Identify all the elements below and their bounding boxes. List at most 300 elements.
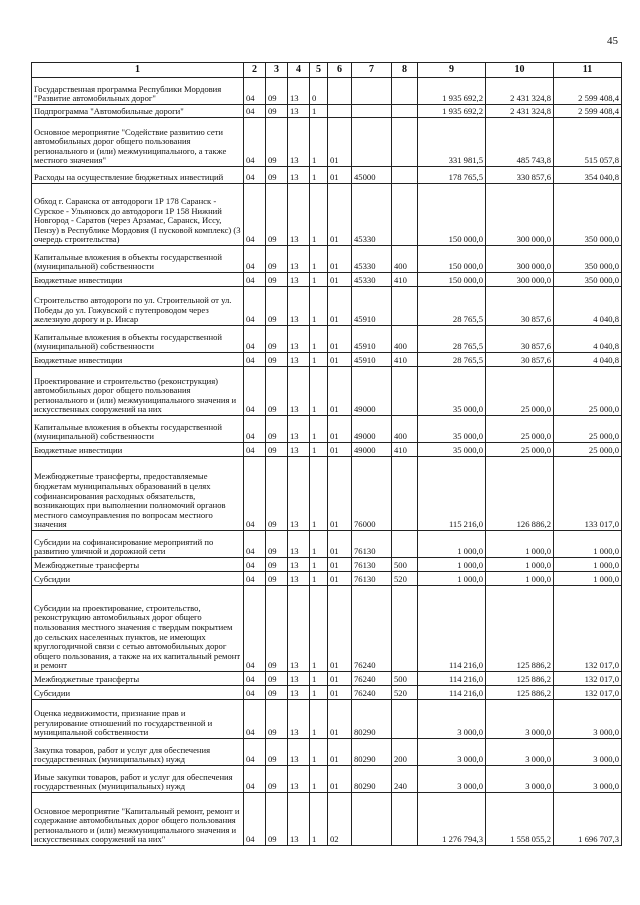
code-activity: 01 (328, 739, 352, 766)
code-subsection: 09 (266, 531, 288, 558)
table-row (32, 572, 622, 586)
amount-col-10: 30 857,6 (486, 326, 554, 353)
amount-col-11: 2 599 408,4 (554, 105, 622, 118)
code-expense-type: 400 (392, 416, 418, 443)
amount-col-10: 1 000,0 (486, 558, 554, 572)
code-subprogram: 1 (310, 700, 328, 739)
table-row (32, 246, 622, 273)
amount-col-9: 3 000,0 (418, 739, 486, 766)
code-program: 13 (288, 367, 310, 416)
code-section: 04 (244, 558, 266, 572)
table-row (32, 793, 622, 846)
table-row (32, 287, 622, 326)
code-activity: 01 (328, 586, 352, 672)
code-direction (352, 118, 392, 167)
code-subsection: 09 (266, 558, 288, 572)
code-section: 04 (244, 586, 266, 672)
amount-col-11: 4 040,8 (554, 287, 622, 326)
code-section: 04 (244, 118, 266, 167)
table-row (32, 739, 622, 766)
code-subsection: 09 (266, 672, 288, 686)
code-expense-type: 410 (392, 353, 418, 367)
column-header-5: 5 (310, 63, 328, 78)
code-subsection: 09 (266, 105, 288, 118)
amount-col-9: 114 216,0 (418, 672, 486, 686)
row-name: Расходы на осуществление бюджетных инвестиций (32, 167, 244, 184)
amount-col-9: 150 000,0 (418, 273, 486, 287)
code-activity: 01 (328, 443, 352, 457)
amount-col-11: 350 000,0 (554, 246, 622, 273)
amount-col-10: 2 431 324,8 (486, 78, 554, 105)
code-section: 04 (244, 367, 266, 416)
code-section: 04 (244, 78, 266, 105)
amount-col-11: 1 000,0 (554, 531, 622, 558)
table-row (32, 118, 622, 167)
code-expense-type (392, 531, 418, 558)
code-subprogram: 1 (310, 246, 328, 273)
code-activity: 01 (328, 558, 352, 572)
amount-col-9: 28 765,5 (418, 353, 486, 367)
amount-col-9: 114 216,0 (418, 686, 486, 700)
amount-col-11: 354 040,8 (554, 167, 622, 184)
amount-col-11: 4 040,8 (554, 353, 622, 367)
code-section: 04 (244, 686, 266, 700)
amount-col-10: 1 000,0 (486, 531, 554, 558)
row-name: Подпрограмма "Автомобильные дороги" (32, 105, 244, 118)
table-row (32, 184, 622, 246)
code-section: 04 (244, 184, 266, 246)
code-subsection: 09 (266, 443, 288, 457)
code-subsection: 09 (266, 686, 288, 700)
code-program: 13 (288, 326, 310, 353)
row-name: Межбюджетные трансферты, предоставляемые бюджетам муниципальных образований в целях софинансирования расходных обязательств, возникающих при выполнении полномочий органов местного самоуправления по вопросам местного значения (32, 457, 244, 531)
amount-col-11: 350 000,0 (554, 184, 622, 246)
code-expense-type (392, 118, 418, 167)
row-name: Межбюджетные трансферты (32, 672, 244, 686)
code-subsection: 09 (266, 416, 288, 443)
code-section: 04 (244, 572, 266, 586)
code-expense-type (392, 367, 418, 416)
amount-col-9: 150 000,0 (418, 184, 486, 246)
code-subprogram: 1 (310, 793, 328, 846)
code-subprogram: 1 (310, 672, 328, 686)
code-program: 13 (288, 739, 310, 766)
code-subprogram: 1 (310, 531, 328, 558)
code-expense-type: 410 (392, 443, 418, 457)
table-header-row (32, 63, 622, 78)
code-program: 13 (288, 558, 310, 572)
code-expense-type: 500 (392, 672, 418, 686)
code-expense-type: 240 (392, 766, 418, 793)
row-name: Субсидии на проектирование, строительство, реконструкцию автомобильных дорог общего пользования местного значения с твердым покрытием до сельских населенных пунктов, не имеющих круглогодичной связи с сетью автомобильных дорог общего пользования, а также на их капитальный ремонт и ремонт (32, 586, 244, 672)
code-direction: 76130 (352, 558, 392, 572)
code-direction: 49000 (352, 443, 392, 457)
code-subsection: 09 (266, 246, 288, 273)
code-section: 04 (244, 105, 266, 118)
row-name: Межбюджетные трансферты (32, 558, 244, 572)
amount-col-11: 4 040,8 (554, 326, 622, 353)
code-activity: 01 (328, 353, 352, 367)
code-section: 04 (244, 531, 266, 558)
code-program: 13 (288, 572, 310, 586)
amount-col-10: 125 886,2 (486, 672, 554, 686)
table-row (32, 686, 622, 700)
amount-col-11: 133 017,0 (554, 457, 622, 531)
code-program: 13 (288, 118, 310, 167)
code-program: 13 (288, 457, 310, 531)
code-direction: 76240 (352, 672, 392, 686)
table-row (32, 766, 622, 793)
code-subprogram: 1 (310, 586, 328, 672)
amount-col-11: 515 057,8 (554, 118, 622, 167)
code-subprogram: 1 (310, 416, 328, 443)
code-section: 04 (244, 700, 266, 739)
row-name: Основное мероприятие "Содействие развитию сети автомобильных дорог общего пользования регионального и (или) межмуниципального, а также местного значения" (32, 118, 244, 167)
code-subsection: 09 (266, 766, 288, 793)
row-name: Проектирование и строительство (реконструкция) автомобильных дорог общего пользования регионального и (или) межмуниципального значения и искусственных сооружений на них (32, 367, 244, 416)
code-program: 13 (288, 184, 310, 246)
amount-col-10: 300 000,0 (486, 246, 554, 273)
amount-col-9: 114 216,0 (418, 586, 486, 672)
amount-col-9: 35 000,0 (418, 367, 486, 416)
code-subprogram: 1 (310, 326, 328, 353)
code-activity: 01 (328, 766, 352, 793)
code-program: 13 (288, 246, 310, 273)
code-direction: 45330 (352, 273, 392, 287)
code-activity: 01 (328, 326, 352, 353)
row-name: Капитальные вложения в объекты государственной (муниципальной) собственности (32, 416, 244, 443)
table-row (32, 167, 622, 184)
amount-col-9: 178 765,5 (418, 167, 486, 184)
column-header-8: 8 (392, 63, 418, 78)
row-name: Строительство автодороги по ул. Строительной от ул. Победы до ул. Гожувской с путепроводом через железную дорогу и р. Инсар (32, 287, 244, 326)
code-direction: 80290 (352, 700, 392, 739)
code-section: 04 (244, 287, 266, 326)
code-subprogram: 1 (310, 118, 328, 167)
amount-col-11: 3 000,0 (554, 739, 622, 766)
amount-col-11: 132 017,0 (554, 672, 622, 686)
code-subsection: 09 (266, 739, 288, 766)
code-direction: 76240 (352, 586, 392, 672)
amount-col-10: 25 000,0 (486, 443, 554, 457)
code-subprogram: 1 (310, 184, 328, 246)
code-direction: 76000 (352, 457, 392, 531)
table-row (32, 105, 622, 118)
code-expense-type (392, 78, 418, 105)
table-row (32, 700, 622, 739)
row-name: Закупка товаров, работ и услуг для обеспечения государственных (муниципальных) нужд (32, 739, 244, 766)
code-subsection: 09 (266, 367, 288, 416)
row-name: Субсидии (32, 572, 244, 586)
code-section: 04 (244, 326, 266, 353)
code-subsection: 09 (266, 700, 288, 739)
code-section: 04 (244, 416, 266, 443)
code-direction: 76240 (352, 686, 392, 700)
amount-col-10: 125 886,2 (486, 586, 554, 672)
code-subprogram: 1 (310, 572, 328, 586)
code-program: 13 (288, 531, 310, 558)
code-direction: 76130 (352, 531, 392, 558)
amount-col-9: 150 000,0 (418, 246, 486, 273)
amount-col-10: 126 886,2 (486, 457, 554, 531)
code-activity: 01 (328, 273, 352, 287)
code-direction: 49000 (352, 367, 392, 416)
code-subsection: 09 (266, 353, 288, 367)
amount-col-10: 330 857,6 (486, 167, 554, 184)
code-subprogram: 0 (310, 78, 328, 105)
code-expense-type: 500 (392, 558, 418, 572)
amount-col-11: 132 017,0 (554, 686, 622, 700)
column-header-6: 6 (328, 63, 352, 78)
code-section: 04 (244, 766, 266, 793)
column-header-11: 11 (554, 63, 622, 78)
code-program: 13 (288, 353, 310, 367)
row-name: Бюджетные инвестиции (32, 443, 244, 457)
code-subprogram: 1 (310, 558, 328, 572)
code-direction: 45910 (352, 326, 392, 353)
amount-col-11: 1 000,0 (554, 558, 622, 572)
code-subprogram: 1 (310, 443, 328, 457)
code-subsection: 09 (266, 326, 288, 353)
amount-col-11: 25 000,0 (554, 443, 622, 457)
code-activity: 01 (328, 246, 352, 273)
code-program: 13 (288, 672, 310, 686)
amount-col-10: 30 857,6 (486, 353, 554, 367)
column-header-7: 7 (352, 63, 392, 78)
code-activity: 01 (328, 457, 352, 531)
code-program: 13 (288, 273, 310, 287)
code-section: 04 (244, 793, 266, 846)
code-section: 04 (244, 273, 266, 287)
table-row (32, 531, 622, 558)
code-activity: 01 (328, 700, 352, 739)
amount-col-9: 331 981,5 (418, 118, 486, 167)
table-row (32, 443, 622, 457)
code-expense-type (392, 184, 418, 246)
code-expense-type (392, 793, 418, 846)
code-section: 04 (244, 246, 266, 273)
code-expense-type: 410 (392, 273, 418, 287)
code-program: 13 (288, 105, 310, 118)
amount-col-9: 1 000,0 (418, 531, 486, 558)
code-program: 13 (288, 686, 310, 700)
code-expense-type (392, 586, 418, 672)
code-program: 13 (288, 416, 310, 443)
amount-col-10: 30 857,6 (486, 287, 554, 326)
code-subprogram: 1 (310, 287, 328, 326)
code-expense-type: 520 (392, 686, 418, 700)
budget-table (31, 62, 622, 846)
code-activity: 01 (328, 672, 352, 686)
row-name: Иные закупки товаров, работ и услуг для обеспечения государственных (муниципальных) нужд (32, 766, 244, 793)
amount-col-11: 132 017,0 (554, 586, 622, 672)
table-body (32, 78, 622, 846)
amount-col-9: 35 000,0 (418, 443, 486, 457)
amount-col-10: 2 431 324,8 (486, 105, 554, 118)
amount-col-10: 485 743,8 (486, 118, 554, 167)
amount-col-9: 3 000,0 (418, 700, 486, 739)
row-name: Субсидии (32, 686, 244, 700)
code-direction: 45330 (352, 246, 392, 273)
amount-col-10: 125 886,2 (486, 686, 554, 700)
amount-col-11: 3 000,0 (554, 766, 622, 793)
code-activity (328, 78, 352, 105)
code-activity: 01 (328, 367, 352, 416)
amount-col-9: 1 000,0 (418, 572, 486, 586)
table-row (32, 672, 622, 686)
amount-col-10: 25 000,0 (486, 416, 554, 443)
code-subprogram: 1 (310, 766, 328, 793)
code-subprogram: 1 (310, 739, 328, 766)
amount-col-11: 2 599 408,4 (554, 78, 622, 105)
row-name: Бюджетные инвестиции (32, 273, 244, 287)
code-program: 13 (288, 443, 310, 457)
code-activity (328, 105, 352, 118)
column-header-10: 10 (486, 63, 554, 78)
amount-col-10: 25 000,0 (486, 367, 554, 416)
column-header-3: 3 (266, 63, 288, 78)
code-subprogram: 1 (310, 457, 328, 531)
table-row (32, 353, 622, 367)
amount-col-9: 115 216,0 (418, 457, 486, 531)
row-name: Бюджетные инвестиции (32, 353, 244, 367)
code-program: 13 (288, 586, 310, 672)
row-name: Капитальные вложения в объекты государственной (муниципальной) собственности (32, 246, 244, 273)
code-activity: 01 (328, 167, 352, 184)
table-row (32, 558, 622, 572)
row-name: Субсидии на софинансирование мероприятий по развитию уличной и дорожной сети (32, 531, 244, 558)
column-header-2: 2 (244, 63, 266, 78)
amount-col-9: 28 765,5 (418, 287, 486, 326)
code-activity: 01 (328, 572, 352, 586)
amount-col-11: 1 696 707,3 (554, 793, 622, 846)
code-subsection: 09 (266, 78, 288, 105)
amount-col-9: 1 276 794,3 (418, 793, 486, 846)
code-activity: 01 (328, 287, 352, 326)
code-activity: 01 (328, 416, 352, 443)
code-direction: 45000 (352, 167, 392, 184)
code-expense-type (392, 167, 418, 184)
code-program: 13 (288, 287, 310, 326)
amount-col-11: 25 000,0 (554, 367, 622, 416)
code-subsection: 09 (266, 572, 288, 586)
table-row (32, 326, 622, 353)
code-program: 13 (288, 700, 310, 739)
table-row (32, 367, 622, 416)
amount-col-10: 3 000,0 (486, 766, 554, 793)
amount-col-9: 1 000,0 (418, 558, 486, 572)
table-row (32, 78, 622, 105)
code-direction: 80290 (352, 739, 392, 766)
code-subsection: 09 (266, 273, 288, 287)
code-section: 04 (244, 443, 266, 457)
amount-col-9: 3 000,0 (418, 766, 486, 793)
code-subprogram: 1 (310, 105, 328, 118)
amount-col-9: 1 935 692,2 (418, 105, 486, 118)
code-program: 13 (288, 78, 310, 105)
code-program: 13 (288, 793, 310, 846)
amount-col-9: 35 000,0 (418, 416, 486, 443)
code-expense-type: 520 (392, 572, 418, 586)
row-name: Обход г. Саранска от автодороги 1Р 178 Саранск - Сурское - Ульяновск до автодороги 1Р 158 Нижний Новгород - Саратов (через Арзамас, Саранск, Иссу, Пензу) в Республике Мордовия (I пусковой комплекс) (3 очередь строительства) (32, 184, 244, 246)
code-section: 04 (244, 457, 266, 531)
code-direction: 45910 (352, 353, 392, 367)
code-subsection: 09 (266, 586, 288, 672)
amount-col-11: 350 000,0 (554, 273, 622, 287)
code-expense-type: 400 (392, 246, 418, 273)
code-subsection: 09 (266, 167, 288, 184)
code-subsection: 09 (266, 457, 288, 531)
code-subprogram: 1 (310, 273, 328, 287)
table-row (32, 273, 622, 287)
code-subsection: 09 (266, 118, 288, 167)
amount-col-10: 1 000,0 (486, 572, 554, 586)
code-section: 04 (244, 672, 266, 686)
table-row (32, 457, 622, 531)
column-header-1: 1 (32, 63, 244, 78)
code-direction: 76130 (352, 572, 392, 586)
amount-col-10: 300 000,0 (486, 273, 554, 287)
amount-col-9: 28 765,5 (418, 326, 486, 353)
amount-col-10: 300 000,0 (486, 184, 554, 246)
code-section: 04 (244, 167, 266, 184)
table-row (32, 416, 622, 443)
amount-col-11: 25 000,0 (554, 416, 622, 443)
code-expense-type: 400 (392, 326, 418, 353)
code-direction: 49000 (352, 416, 392, 443)
amount-col-11: 3 000,0 (554, 700, 622, 739)
code-expense-type: 200 (392, 739, 418, 766)
code-direction (352, 793, 392, 846)
code-program: 13 (288, 766, 310, 793)
code-expense-type (392, 105, 418, 118)
amount-col-10: 3 000,0 (486, 739, 554, 766)
code-activity: 02 (328, 793, 352, 846)
amount-col-11: 1 000,0 (554, 572, 622, 586)
code-expense-type (392, 287, 418, 326)
code-subsection: 09 (266, 287, 288, 326)
column-header-4: 4 (288, 63, 310, 78)
table-row (32, 586, 622, 672)
code-expense-type (392, 457, 418, 531)
code-subsection: 09 (266, 793, 288, 846)
code-activity: 01 (328, 531, 352, 558)
code-subprogram: 1 (310, 353, 328, 367)
page-number: 45 (607, 35, 618, 47)
code-direction: 45910 (352, 287, 392, 326)
code-direction (352, 105, 392, 118)
code-program: 13 (288, 167, 310, 184)
row-name: Оценка недвижимости, признание прав и регулирование отношений по государственной и муниципальной собственности (32, 700, 244, 739)
code-subprogram: 1 (310, 167, 328, 184)
column-header-9: 9 (418, 63, 486, 78)
code-subsection: 09 (266, 184, 288, 246)
code-section: 04 (244, 353, 266, 367)
code-activity: 01 (328, 118, 352, 167)
code-direction: 45330 (352, 184, 392, 246)
code-subprogram: 1 (310, 686, 328, 700)
code-activity: 01 (328, 686, 352, 700)
row-name: Основное мероприятие "Капитальный ремонт, ремонт и содержание автомобильных дорог общего пользования регионального и (или) межмуниципального значения и искусственных сооружений на них" (32, 793, 244, 846)
code-subprogram: 1 (310, 367, 328, 416)
row-name: Капитальные вложения в объекты государственной (муниципальной) собственности (32, 326, 244, 353)
row-name: Государственная программа Республики Мордовия "Развитие автомобильных дорог" (32, 78, 244, 105)
code-direction (352, 78, 392, 105)
code-direction: 80290 (352, 766, 392, 793)
amount-col-9: 1 935 692,2 (418, 78, 486, 105)
amount-col-10: 3 000,0 (486, 700, 554, 739)
code-section: 04 (244, 739, 266, 766)
